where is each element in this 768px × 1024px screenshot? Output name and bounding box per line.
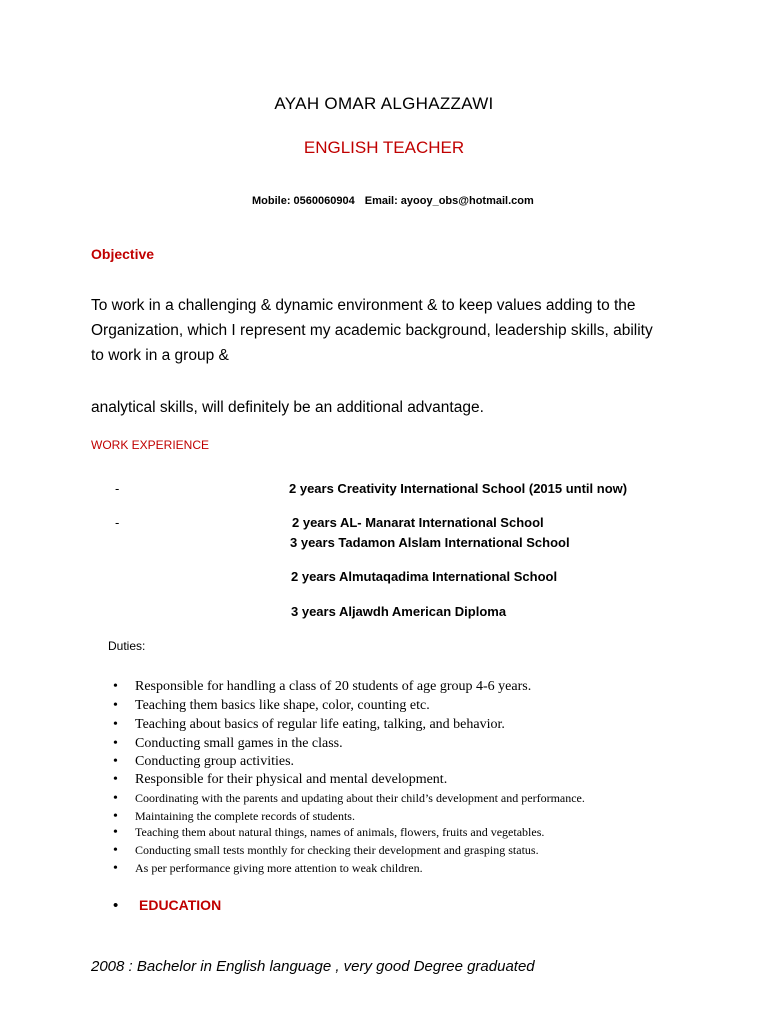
bullet-icon: • xyxy=(113,791,118,806)
bullet-icon: • xyxy=(113,843,118,858)
education-entry: 2008 : Bachelor in English language , very good Degree graduated xyxy=(91,958,535,975)
duty-text: Maintaining the complete records of students. xyxy=(135,809,355,823)
duty-text: Responsible for handling a class of 20 students of age group 4-6 years. xyxy=(135,679,532,694)
mobile-number: Mobile: 0560060904 xyxy=(252,195,355,207)
contact-info xyxy=(252,195,534,207)
duty-text: Conducting small tests monthly for checking their development and grasping status. xyxy=(135,843,539,857)
bullet-icon: • xyxy=(113,825,118,840)
work-experience-heading: WORK EXPERIENCE xyxy=(91,438,210,452)
duty-text: Coordinating with the parents and updating about their child’s development and performance. xyxy=(135,791,585,805)
objective-line: to work in a group & xyxy=(91,347,229,364)
bullet-icon: • xyxy=(113,897,119,914)
duty-text: Teaching about basics of regular life eating, talking, and behavior. xyxy=(135,717,505,732)
experience-entry: 2 years AL- Manarat International School xyxy=(292,515,544,530)
bullet-icon: • xyxy=(113,679,118,694)
education-heading: EDUCATION xyxy=(139,897,222,913)
experience-entry: 3 years Aljawdh American Diploma xyxy=(291,604,507,619)
duty-text: Conducting group activities. xyxy=(135,754,295,769)
duty-text: Teaching them about natural things, names of animals, flowers, fruits and vegetables. xyxy=(135,825,545,839)
experience-entry: 3 years Tadamon Alslam International School xyxy=(290,535,570,550)
experience-entry: 2 years Almutaqadima International School xyxy=(291,569,558,584)
list-dash: - xyxy=(115,481,120,496)
duty-text: As per performance giving more attention to weak children. xyxy=(135,861,423,875)
bullet-icon: • xyxy=(113,754,118,769)
experience-entry: 2 years Creativity International School (2015 until now) xyxy=(289,481,628,496)
duties-label: Duties: xyxy=(108,639,146,653)
bullet-icon: • xyxy=(113,772,118,787)
list-dash: - xyxy=(115,515,120,530)
bullet-icon: • xyxy=(113,698,118,713)
duty-text: Responsible for their physical and mental development. xyxy=(135,772,448,787)
bullet-icon: • xyxy=(113,736,118,751)
objective-line: Organization, which I represent my academic background, leadership skills, ability xyxy=(91,322,653,339)
duty-text: Conducting small games in the class. xyxy=(135,736,343,751)
email-address: Email: ayooy_obs@hotmail.com xyxy=(364,195,534,207)
objective-line: To work in a challenging & dynamic environment & to keep values adding to the xyxy=(91,297,636,314)
bullet-icon: • xyxy=(113,861,118,876)
objective-line: analytical skills, will definitely be an additional advantage. xyxy=(91,399,484,416)
duty-text: Teaching them basics like shape, color, counting etc. xyxy=(135,698,430,713)
objective-heading: Objective xyxy=(91,246,155,262)
bullet-icon: • xyxy=(113,717,118,732)
bullet-icon: • xyxy=(113,809,118,824)
job-title: ENGLISH TEACHER xyxy=(303,138,465,157)
candidate-name: AYAH OMAR ALGHAZZAWI xyxy=(274,94,494,113)
